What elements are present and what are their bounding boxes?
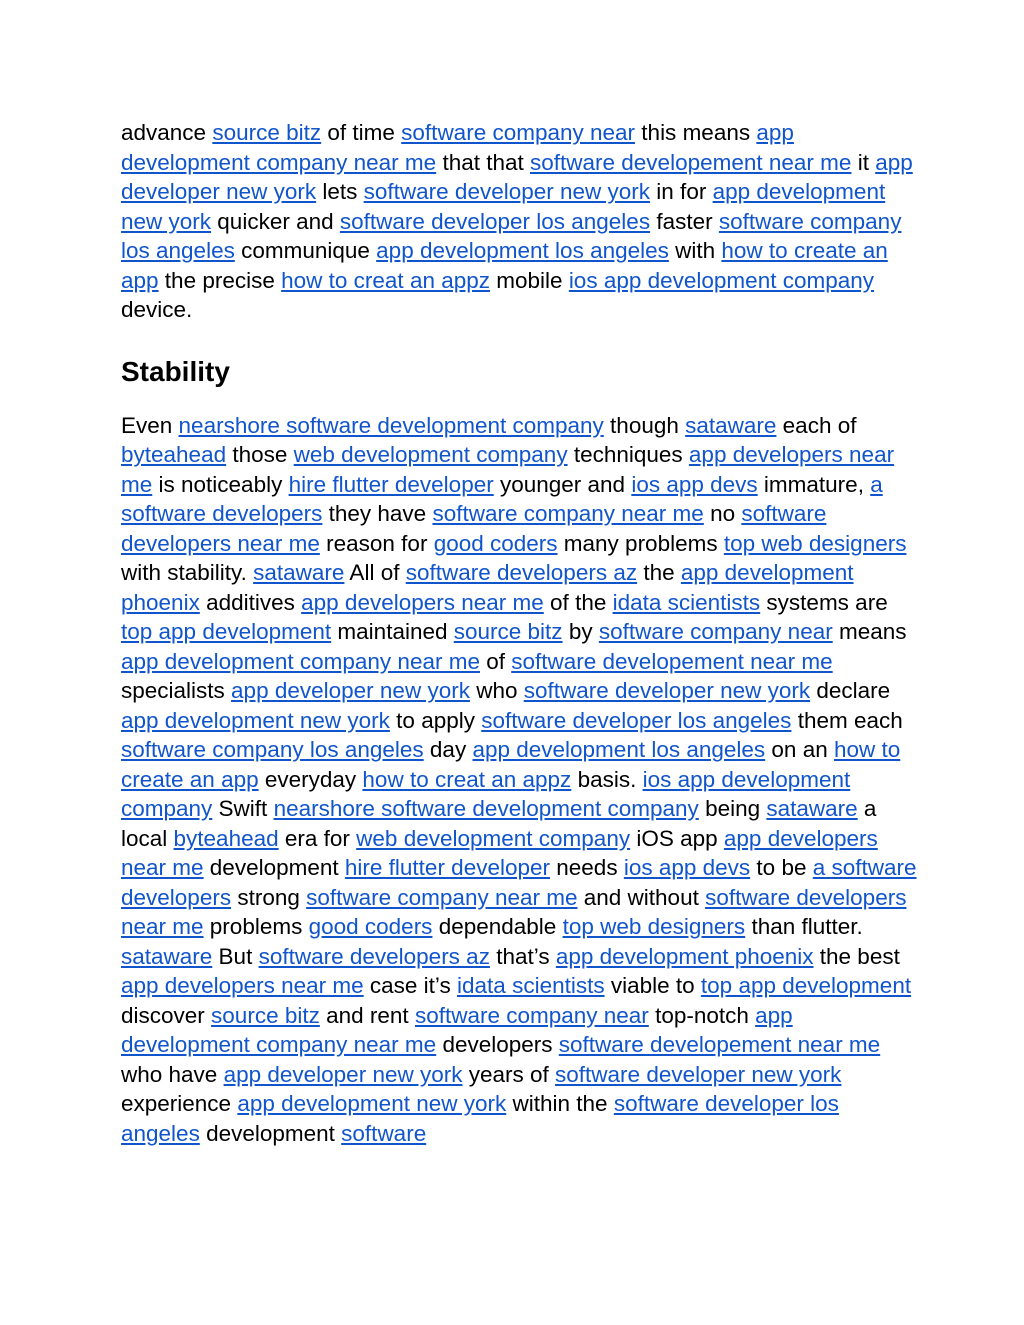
body-text: to be xyxy=(750,855,813,880)
body-text: reason for xyxy=(319,530,434,556)
body-text: problems xyxy=(203,914,309,939)
body-text: is noticeably xyxy=(152,471,289,497)
hyperlink[interactable]: idata scientists xyxy=(612,589,761,615)
body-text: top-notch xyxy=(648,1002,756,1028)
hyperlink[interactable]: software company near xyxy=(401,120,636,145)
body-text: strong xyxy=(231,884,307,910)
hyperlink[interactable]: how to create an app xyxy=(121,737,901,792)
hyperlink[interactable]: app development los angeles xyxy=(472,737,766,762)
hyperlink[interactable]: idata scientists xyxy=(457,973,605,998)
hyperlink[interactable]: app development new york xyxy=(121,179,886,234)
hyperlink[interactable]: top web designers xyxy=(723,530,907,556)
body-text: iOS app xyxy=(630,825,724,851)
body-text: with xyxy=(668,238,722,263)
body-text: Swift xyxy=(212,796,274,821)
hyperlink[interactable]: good coders xyxy=(433,530,558,556)
hyperlink[interactable]: byteahead xyxy=(173,825,279,851)
hyperlink[interactable]: software company near me xyxy=(432,501,704,526)
hyperlink[interactable]: hire flutter developer xyxy=(344,855,551,880)
body-text: communique xyxy=(234,238,377,263)
body-text: additives xyxy=(199,589,302,615)
body-text: day xyxy=(423,737,473,762)
body-text: mobile xyxy=(490,267,569,293)
body-text: developers xyxy=(436,1032,559,1057)
hyperlink[interactable]: sataware xyxy=(253,560,345,585)
body-text: experience xyxy=(121,1091,238,1116)
hyperlink[interactable]: software developer new york xyxy=(363,179,651,204)
body-text: who have xyxy=(121,1061,224,1087)
hyperlink[interactable]: software developer los angeles xyxy=(481,707,792,733)
hyperlink[interactable]: software company los angeles xyxy=(121,208,902,263)
hyperlink[interactable]: software company near xyxy=(414,1002,649,1028)
body-text: maintained xyxy=(331,619,454,644)
hyperlink[interactable]: app developer new york xyxy=(231,678,470,703)
hyperlink[interactable]: ios app development company xyxy=(121,766,851,821)
body-text: no xyxy=(703,501,742,526)
body-text: the xyxy=(637,560,681,585)
body-text: quicker and xyxy=(211,208,340,234)
hyperlink[interactable]: software developers az xyxy=(258,943,490,969)
document-page xyxy=(121,118,921,1148)
hyperlink[interactable]: app development company near me xyxy=(121,648,480,674)
body-text: specialists xyxy=(121,678,232,703)
hyperlink[interactable]: software company near xyxy=(598,619,833,644)
body-text: advance xyxy=(121,120,213,145)
body-text: years of xyxy=(462,1061,556,1087)
hyperlink[interactable]: software developement near me xyxy=(530,149,852,175)
body-text: than flutter. xyxy=(745,914,863,939)
body-text: declare xyxy=(810,678,891,703)
body-text: development xyxy=(203,855,345,880)
body-text: those xyxy=(226,442,294,467)
body-text: All of xyxy=(344,560,406,585)
hyperlink[interactable]: how to creat an appz xyxy=(281,267,491,293)
body-text: everyday xyxy=(258,766,363,792)
body-text: many problems xyxy=(557,530,724,556)
body-text: the best xyxy=(813,943,900,969)
hyperlink[interactable]: nearshore software development company xyxy=(178,412,604,438)
hyperlink[interactable]: software developers near me xyxy=(121,501,827,556)
hyperlink[interactable]: app developer new york xyxy=(121,149,913,204)
body-text: faster xyxy=(650,208,719,234)
hyperlink[interactable]: nearshore software development company xyxy=(273,796,699,821)
hyperlink[interactable]: app developers near me xyxy=(121,825,878,880)
body-text: this means xyxy=(635,120,757,145)
hyperlink[interactable]: byteahead xyxy=(121,442,227,467)
body-text: within the xyxy=(506,1091,614,1116)
hyperlink[interactable]: software developement near me xyxy=(558,1032,881,1057)
body-text: and without xyxy=(577,884,706,910)
body-text: a local xyxy=(121,796,877,851)
hyperlink[interactable]: app developers near me xyxy=(121,973,364,998)
hyperlink[interactable]: top web designers xyxy=(562,914,746,939)
hyperlink[interactable]: web development company xyxy=(356,825,631,851)
section-heading: Stability xyxy=(121,355,230,387)
hyperlink[interactable]: app development company near me xyxy=(121,1002,793,1057)
body-text: they have xyxy=(322,501,433,526)
hyperlink[interactable]: software company near me xyxy=(306,884,578,910)
body-text: case it’s xyxy=(363,973,458,998)
hyperlink[interactable]: a software developers xyxy=(121,471,883,526)
hyperlink[interactable]: software developer new york xyxy=(555,1061,842,1087)
body-text: device. xyxy=(121,297,193,322)
hyperlink[interactable]: source bitz xyxy=(453,619,563,644)
body-text: development xyxy=(199,1120,342,1146)
hyperlink[interactable]: software developer los angeles xyxy=(339,208,651,234)
hyperlink[interactable]: software company los angeles xyxy=(121,737,424,762)
body-text: the precise xyxy=(158,267,282,293)
body-text: means xyxy=(832,619,907,644)
hyperlink[interactable]: app developer new york xyxy=(223,1061,463,1087)
hyperlink[interactable]: source bitz xyxy=(211,1002,320,1028)
paragraph-intro xyxy=(121,118,921,325)
body-text: being xyxy=(698,796,767,821)
body-text: dependable xyxy=(432,914,563,939)
hyperlink[interactable]: how to creat an appz xyxy=(362,766,572,792)
hyperlink[interactable]: software developers near me xyxy=(121,884,907,939)
hyperlink[interactable]: sataware xyxy=(685,412,777,438)
hyperlink[interactable]: good coders xyxy=(308,914,433,939)
hyperlink[interactable]: app development phoenix xyxy=(121,560,854,615)
body-text: era for xyxy=(278,825,357,851)
hyperlink[interactable]: ios app development company xyxy=(568,267,875,293)
body-text: lets xyxy=(316,179,364,204)
hyperlink[interactable]: app developers near me xyxy=(121,442,895,497)
hyperlink[interactable]: top app development xyxy=(121,619,332,644)
body-text: of time xyxy=(321,120,402,145)
body-text: in for xyxy=(650,179,713,204)
hyperlink[interactable]: a software developers xyxy=(121,855,917,910)
body-text: on an xyxy=(765,737,834,762)
body-text: of xyxy=(479,648,512,674)
body-text: and rent xyxy=(319,1002,415,1028)
body-text: though xyxy=(603,412,686,438)
body-text: by xyxy=(562,619,599,644)
body-text: with stability. xyxy=(121,560,254,585)
hyperlink[interactable]: software developement near me xyxy=(511,648,833,674)
body-text: Even xyxy=(121,412,179,438)
hyperlink[interactable]: hire flutter developer xyxy=(288,471,494,497)
body-text: needs xyxy=(550,855,624,880)
body-text: discover xyxy=(121,1002,212,1028)
body-text: them each xyxy=(791,707,903,733)
body-text: that’s xyxy=(489,943,556,969)
hyperlink[interactable]: software developer los angeles xyxy=(121,1091,839,1146)
body-text: viable to xyxy=(604,973,701,998)
hyperlink[interactable]: sataware xyxy=(766,796,858,821)
body-text: each of xyxy=(776,412,857,438)
hyperlink[interactable]: app development new york xyxy=(237,1091,507,1116)
body-text: But xyxy=(212,943,259,969)
hyperlink[interactable]: app development phoenix xyxy=(555,943,814,969)
body-text: basis. xyxy=(571,766,643,792)
hyperlink[interactable]: software xyxy=(341,1120,427,1146)
hyperlink[interactable]: top app development xyxy=(700,973,912,998)
hyperlink[interactable]: sataware xyxy=(121,943,213,969)
body-text: it xyxy=(851,149,876,175)
body-text: who xyxy=(469,678,524,703)
hyperlink[interactable]: ios app devs xyxy=(631,471,758,497)
hyperlink[interactable]: app developers near me xyxy=(301,589,544,615)
hyperlink[interactable]: software developer new york xyxy=(523,678,811,703)
hyperlink[interactable]: software developers az xyxy=(405,560,638,585)
hyperlink[interactable]: how to create an app xyxy=(121,238,888,293)
body-text: systems are xyxy=(760,589,888,615)
body-text: immature, xyxy=(757,471,871,497)
body-text: of the xyxy=(543,589,613,615)
hyperlink[interactable]: app development los angeles xyxy=(376,238,669,263)
paragraph-stability xyxy=(121,411,921,1149)
hyperlink[interactable]: source bitz xyxy=(212,120,322,145)
body-text: younger and xyxy=(493,471,632,497)
hyperlink[interactable]: app development new york xyxy=(121,707,390,733)
hyperlink[interactable]: ios app devs xyxy=(623,855,751,880)
hyperlink[interactable]: web development company xyxy=(293,442,568,467)
body-text: that that xyxy=(436,149,530,175)
hyperlink[interactable]: app development company near me xyxy=(121,120,794,175)
body-text: to apply xyxy=(389,707,482,733)
body-text: techniques xyxy=(567,442,689,467)
